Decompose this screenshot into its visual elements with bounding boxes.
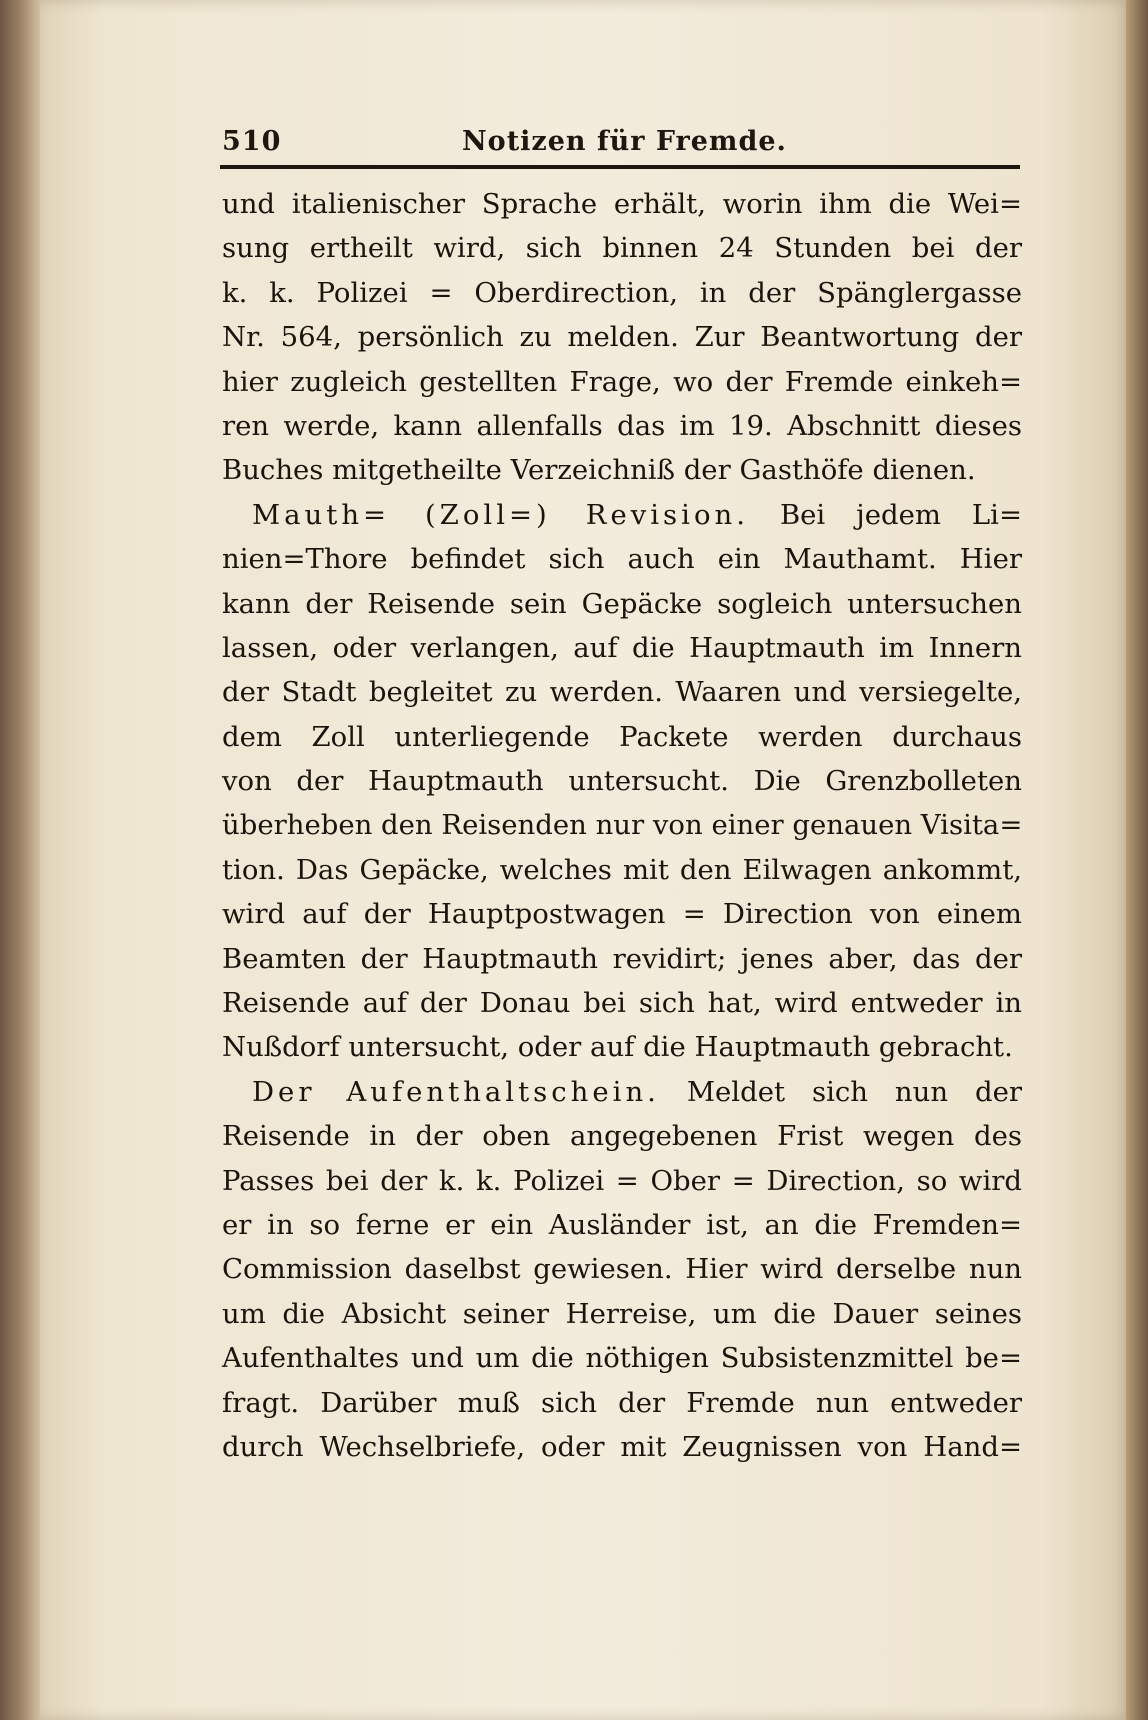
page-number: 510 bbox=[222, 126, 282, 157]
text-line: Nr. 564, persönlich zu melden. Zur Beantwortung der bbox=[222, 321, 1022, 354]
text-line: der Stadt begleitet zu werden. Waaren und versiegelte, bbox=[222, 676, 1022, 709]
page-header bbox=[222, 126, 1020, 166]
text-line: dem Zoll unterliegende Packete werden durchaus bbox=[222, 720, 1022, 753]
text-line: nien=Thore befindet sich auch ein Mauthamt. Hier bbox=[222, 543, 1022, 576]
text-line: kann der Reisende sein Gepäcke sogleich untersuchen bbox=[222, 587, 1022, 620]
text-line: und italienischer Sprache erhält, worin ihm die Wei= bbox=[222, 188, 1022, 220]
text-line: Nußdorf untersucht, oder auf die Hauptmauth gebracht. bbox=[222, 1031, 1013, 1064]
text-line: tion. Das Gepäcke, welches mit den Eilwagen ankommt, bbox=[222, 853, 1022, 886]
text-line: Reisende in der oben angegebenen Frist wegen des bbox=[222, 1120, 1022, 1153]
text-line: durch Wechselbriefe, oder mit Zeugnissen von Hand= bbox=[222, 1430, 1022, 1463]
text-line: Passes bei der k. k. Polizei = Ober = Direction, so wird bbox=[222, 1164, 1022, 1197]
text-line: um die Absicht seiner Herreise, um die Dauer seines bbox=[222, 1297, 1022, 1330]
text-line: von der Hauptmauth untersucht. Die Grenzbolleten bbox=[222, 765, 1022, 798]
body-text bbox=[222, 182, 1022, 1469]
text-line: Commission daselbst gewiesen. Hier wird derselbe nun bbox=[222, 1253, 1022, 1286]
text-line: Aufenthaltes und um die nöthigen Subsistenzmittel be= bbox=[222, 1342, 1022, 1375]
text-line: Buches mitgetheilte Verzeichniß der Gasthöfe dienen. bbox=[222, 454, 976, 487]
page-right-edge bbox=[1126, 0, 1148, 1720]
section-first-line bbox=[222, 493, 1022, 537]
text-line: hier zugleich gestellten Frage, wo der Fremde einkeh= bbox=[222, 365, 1022, 398]
text-line: sung ertheilt wird, sich binnen 24 Stunden bei der bbox=[222, 232, 1022, 265]
text-fragment: Bei jedem Li= bbox=[779, 498, 1022, 531]
section-first-line bbox=[222, 1070, 1022, 1114]
text-line: er in so ferne er ein Ausländer ist, an die Fremden= bbox=[222, 1208, 1022, 1241]
text-line: lassen, oder verlangen, auf die Hauptmauth im Innern bbox=[222, 631, 1022, 664]
text-line: k. k. Polizei = Oberdirection, in der Spänglergasse bbox=[222, 276, 1022, 309]
text-fragment: Meldet sich nun der bbox=[686, 1075, 1023, 1108]
text-line: überheben den Reisenden nur von einer genauen Visita= bbox=[222, 809, 1023, 842]
section-heading-aufenthaltschein: Der Aufenthaltschein. bbox=[252, 1075, 660, 1108]
text-line: ren werde, kann allenfalls das im 19. Abschnitt dieses bbox=[222, 409, 1022, 442]
text-line: fragt. Darüber muß sich der Fremde nun entweder bbox=[222, 1386, 1022, 1419]
text-line: Beamten der Hauptmauth revidirt; jenes aber, das der bbox=[222, 942, 1022, 975]
header-rule bbox=[220, 165, 1020, 169]
text-line: wird auf der Hauptpostwagen = Direction von einem bbox=[222, 898, 1022, 931]
text-line: Reisende auf der Donau bei sich hat, wird entweder in bbox=[222, 987, 1022, 1020]
running-head: Notizen für Fremde. bbox=[462, 126, 787, 157]
section-heading-mauth: Mauth= (Zoll=) Revision. bbox=[252, 498, 749, 531]
